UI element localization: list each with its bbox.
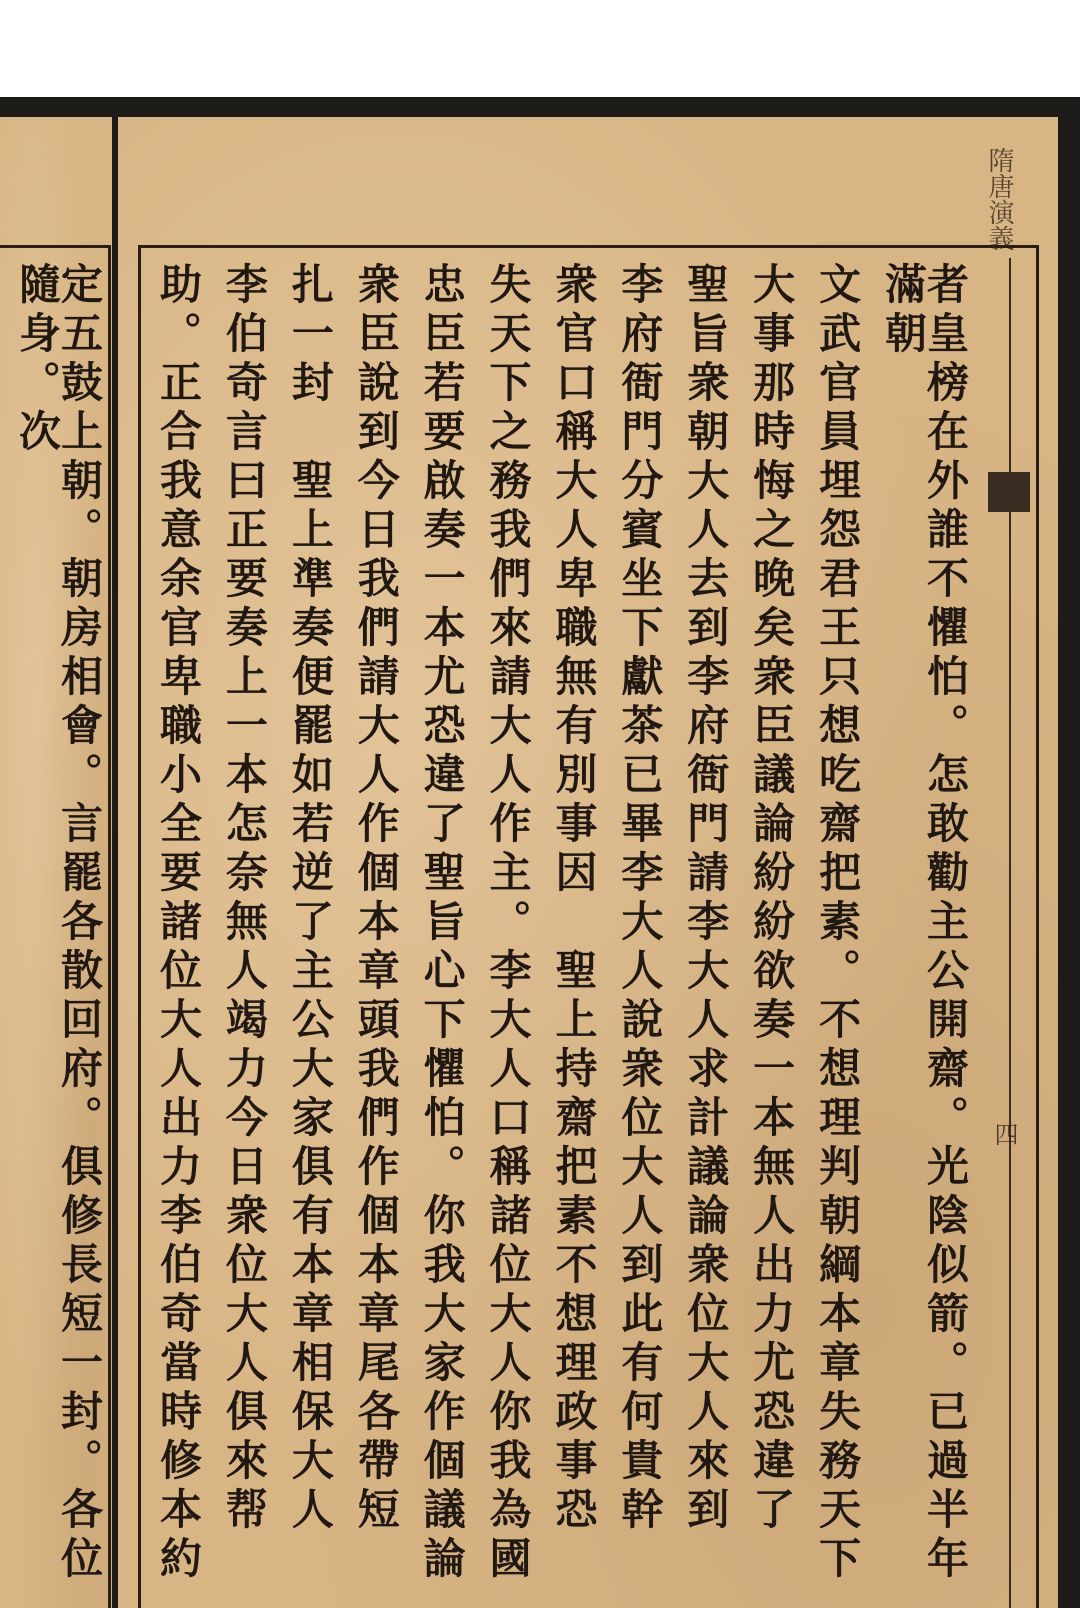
margin-column [1009,258,1051,1608]
left-page-text [3,262,104,1604]
right-page-text [154,262,970,1604]
text-column: 定五鼓上朝。朝房相會。言罷各散回府。俱修長短一封。各位隨身。次 [13,262,104,1585]
fish-tail-mark [988,472,1030,512]
left-page-frame [0,245,111,1608]
text-column: 李府衙門分賓坐下獻茶已畢李大人說衆位大人到此有何貴幹 [615,262,665,1536]
book-scan [0,97,1080,1608]
text-column: 大事那時悔之晚矣衆臣議論紛紛欲奏一本無人出力尤恐違了 [747,262,797,1536]
text-column: 助。正合我意余官卑職小全要諸位大人出力李伯奇當時修本約 [154,262,203,1585]
text-column: 忠臣若要啟奏一本尤恐違了聖旨心下懼怕。你我大家作個議論 [417,262,467,1585]
text-column: 衆臣說到今日我們請大人作個本章頭我們作個本章尾各帶短 [351,262,401,1536]
text-column: 扎一封 聖上準奏便罷如若逆了主公大家俱有本章相保大人 [285,262,335,1536]
text-column: 者皇榜在外誰不懼怕。怎敢勸主公開齋。光陰似箭。已過半年滿朝 [878,262,970,1585]
page-number: 四 [990,1122,1018,1146]
left-page [0,117,112,1608]
text-column: 文武官員埋怨君王只想吃齋把素。不想理判朝綱本章失務天下 [813,262,863,1585]
right-page-frame [138,245,1039,1608]
right-page [118,117,1058,1608]
margin-title: 隋唐演義 [984,147,1014,251]
text-column: 聖旨衆朝大人去到李府衙門請李大人求計議論衆位大人來到 [681,262,731,1536]
text-column: 李伯奇言曰正要奏上一本怎奈無人竭力今日衆位大人俱來帮 [219,262,269,1536]
text-column: 衆官口稱大人卑職無有別事因 聖上持齋把素不想理政事恐 [549,262,599,1536]
text-column: 失天下之務我們來請大人作主。李大人口稱諸位大人你我為國 [483,262,533,1585]
